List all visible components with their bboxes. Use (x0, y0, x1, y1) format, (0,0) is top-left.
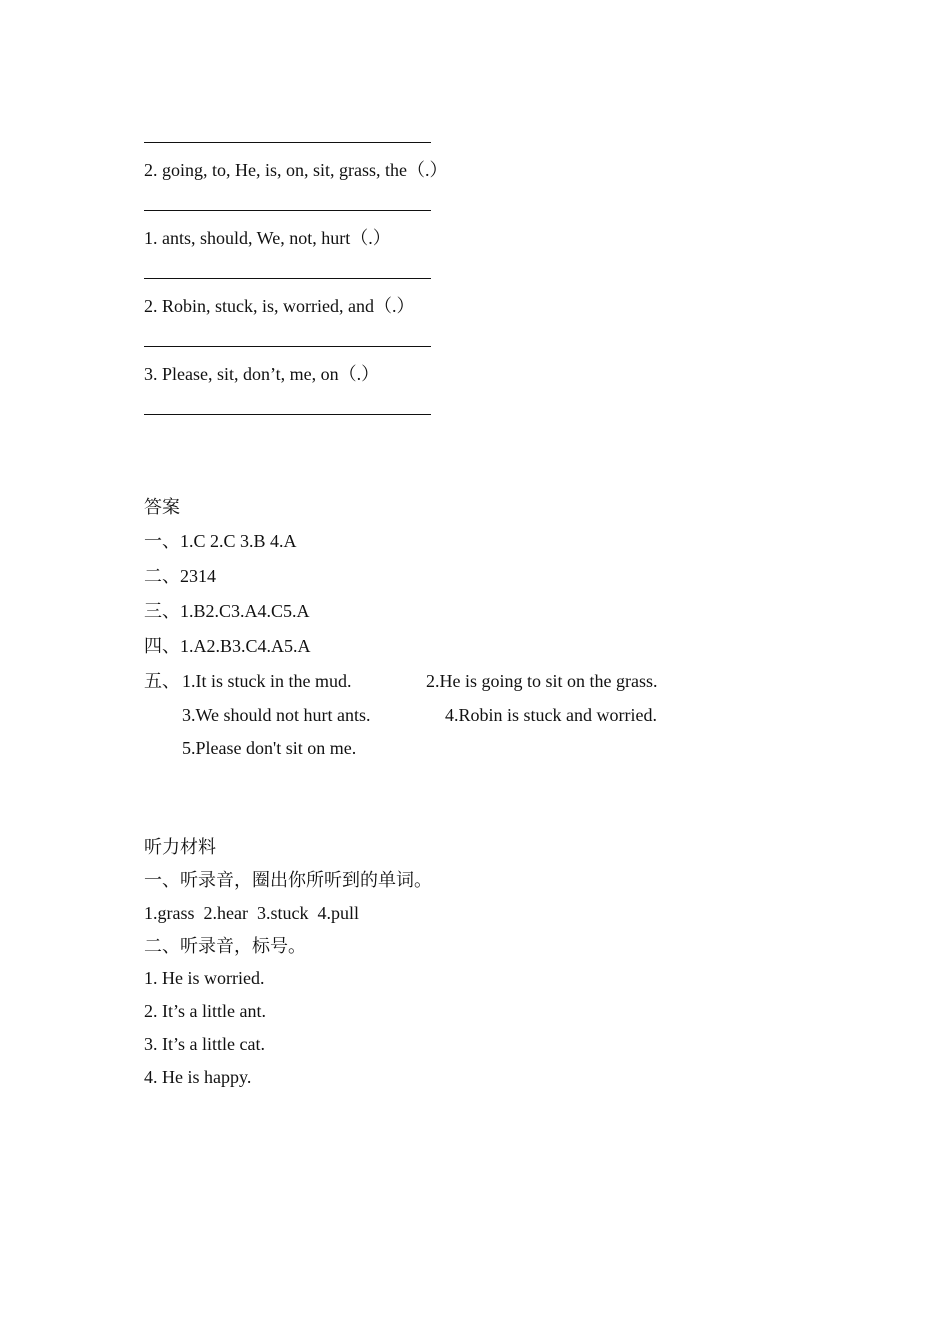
listening-heading: 听力材料 (144, 837, 216, 857)
answer-part-3: 三、1.B2.C3.A4.C5.A (144, 601, 310, 621)
answer-blank-line (144, 142, 431, 143)
answers-heading: 答案 (144, 497, 180, 517)
listening-sentence: 2. It’s a little ant. (144, 1001, 266, 1021)
exercise-item: 3. Please, sit, don’t, me, on（.） (144, 364, 380, 384)
exercise-item: 2. Robin, stuck, is, worried, and（.） (144, 296, 415, 316)
answer-part-4: 四、1.A2.B3.C4.A5.A (144, 636, 311, 656)
answer-part-5-prefix: 五、 (144, 671, 180, 691)
exercise-item: 1. ants, should, We, not, hurt（.） (144, 228, 391, 248)
answer-part-5-item: 3.We should not hurt ants. (182, 705, 371, 725)
answer-part-2: 二、2314 (144, 566, 216, 586)
listening-section-1-title: 一、听录音，圈出你所听到的单词。 (144, 870, 432, 890)
answer-part-5-item: 1.It is stuck in the mud. (182, 671, 352, 691)
answer-part-1: 一、1.C 2.C 3.B 4.A (144, 531, 297, 551)
listening-sentence: 4. He is happy. (144, 1067, 252, 1087)
answer-blank-line (144, 210, 431, 211)
answer-part-5-item: 5.Please don't sit on me. (182, 738, 357, 758)
listening-sentence: 3. It’s a little cat. (144, 1034, 265, 1054)
answer-blank-line (144, 278, 431, 279)
answer-part-5-item: 2.He is going to sit on the grass. (426, 671, 658, 691)
listening-section-1-words: 1.grass 2.hear 3.stuck 4.pull (144, 903, 359, 923)
answer-part-5-item: 4.Robin is stuck and worried. (445, 705, 657, 725)
answer-blank-line (144, 346, 431, 347)
answer-blank-line (144, 414, 431, 415)
listening-section-2-title: 二、听录音，标号。 (144, 936, 306, 956)
listening-sentence: 1. He is worried. (144, 968, 265, 988)
exercise-item: 2. going, to, He, is, on, sit, grass, the（.） (144, 160, 448, 180)
